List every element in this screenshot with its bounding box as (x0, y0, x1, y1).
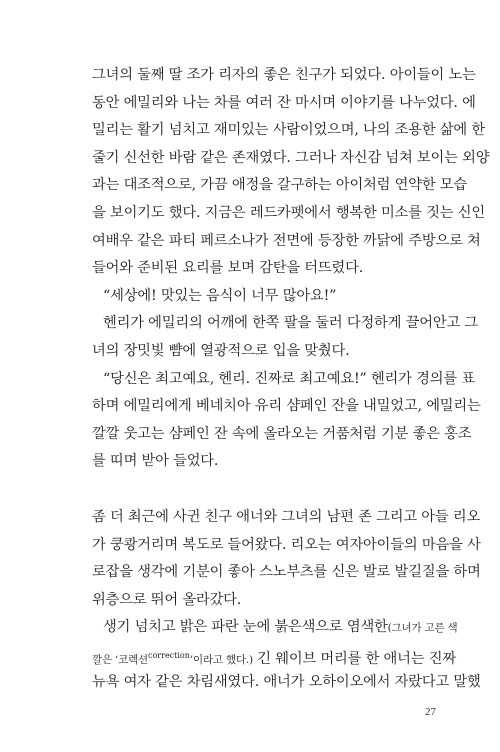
parenthetical-note: 깔은 ‘코렉션 (92, 653, 148, 666)
text-line: 헨리가 에밀리의 어깨에 한쪽 팔을 둘러 다정하게 끌어안고 그 (103, 315, 479, 332)
text-line: 들어와 준비된 요리를 보며 감탄을 터뜨렸다. (92, 260, 364, 277)
text-segment: 생기 넘치고 밝은 파란 눈에 붉은색으로 염색한 (103, 619, 388, 636)
text-line: 좀 더 최근에 사귄 친구 애너와 그녀의 남편 존 그리고 아들 리오 (92, 508, 481, 525)
text-line: 녀의 장밋빛 뺨에 열광적으로 입을 맞췄다. (92, 342, 350, 359)
text-segment: 긴 웨이브 머리를 한 애너는 진짜 (252, 650, 456, 667)
dialogue-line: “당신은 최고예요, 헨리. 진짜로 최고예요!” 헨리가 경의를 표 (103, 370, 475, 387)
text-line: 위층으로 뛰어 올라갔다. (92, 591, 242, 608)
text-line: 여배우 같은 파티 페르소나가 전면에 등장한 까닭에 주방으로 쳐 (92, 232, 481, 249)
text-line: 뉴욕 여자 같은 차림새였다. 애너가 오하이오에서 자랐다고 말했 (92, 674, 481, 691)
text-line: 밀리는 활기 넘치고 재미있는 사람이었으며, 나의 조용한 삶에 한 (92, 122, 485, 139)
text-line: 줄기 신선한 바람 같은 존재였다. 그러나 자신감 넘쳐 보이는 외양 (92, 149, 490, 166)
body-text (92, 62, 490, 697)
text-line: 가 쿵쾅거리며 복도로 들어왔다. 리오는 여자아이들의 마음을 사 (92, 536, 481, 553)
text-line: 로잡을 생각에 기분이 좋아 스노부츠를 신은 발로 발길질을 하며 (92, 564, 481, 581)
text-line: 깔깔 웃고는 샴페인 잔 속에 올라오는 거품처럼 기분 좋은 홍조 (92, 425, 472, 442)
parenthetical-note: (그녀가 고른 색 (387, 622, 458, 635)
text-line: 과는 대조적으로, 가끔 애정을 갈구하는 아이처럼 연약한 모습 (92, 177, 468, 194)
section-break (92, 476, 440, 504)
text-line: 를 띠며 받아 들었다. (92, 453, 219, 470)
dialogue-line: “세상에! 맛있는 음식이 너무 많아요!” (103, 287, 337, 304)
text-line: 동안 에밀리와 나는 차를 여러 잔 마시며 이야기를 나누었다. 에 (92, 94, 476, 111)
text-line: 을 보이기도 했다. 지금은 레드카펫에서 행복한 미소를 짓는 신인 (92, 204, 485, 221)
text-line (92, 614, 458, 642)
text-line: 하며 에밀리에게 베네치아 유리 샴페인 잔을 내밀었고, 에밀리는 (92, 398, 481, 415)
text-line: 그녀의 둘째 딸 조가 리자의 좋은 친구가 되었다. 아이들이 노는 (92, 67, 476, 83)
text-line (92, 642, 456, 670)
parenthetical-note: ’이라고 했다.) (189, 653, 253, 666)
superscript-gloss: correction (148, 650, 190, 660)
page-number: 27 (425, 706, 436, 718)
